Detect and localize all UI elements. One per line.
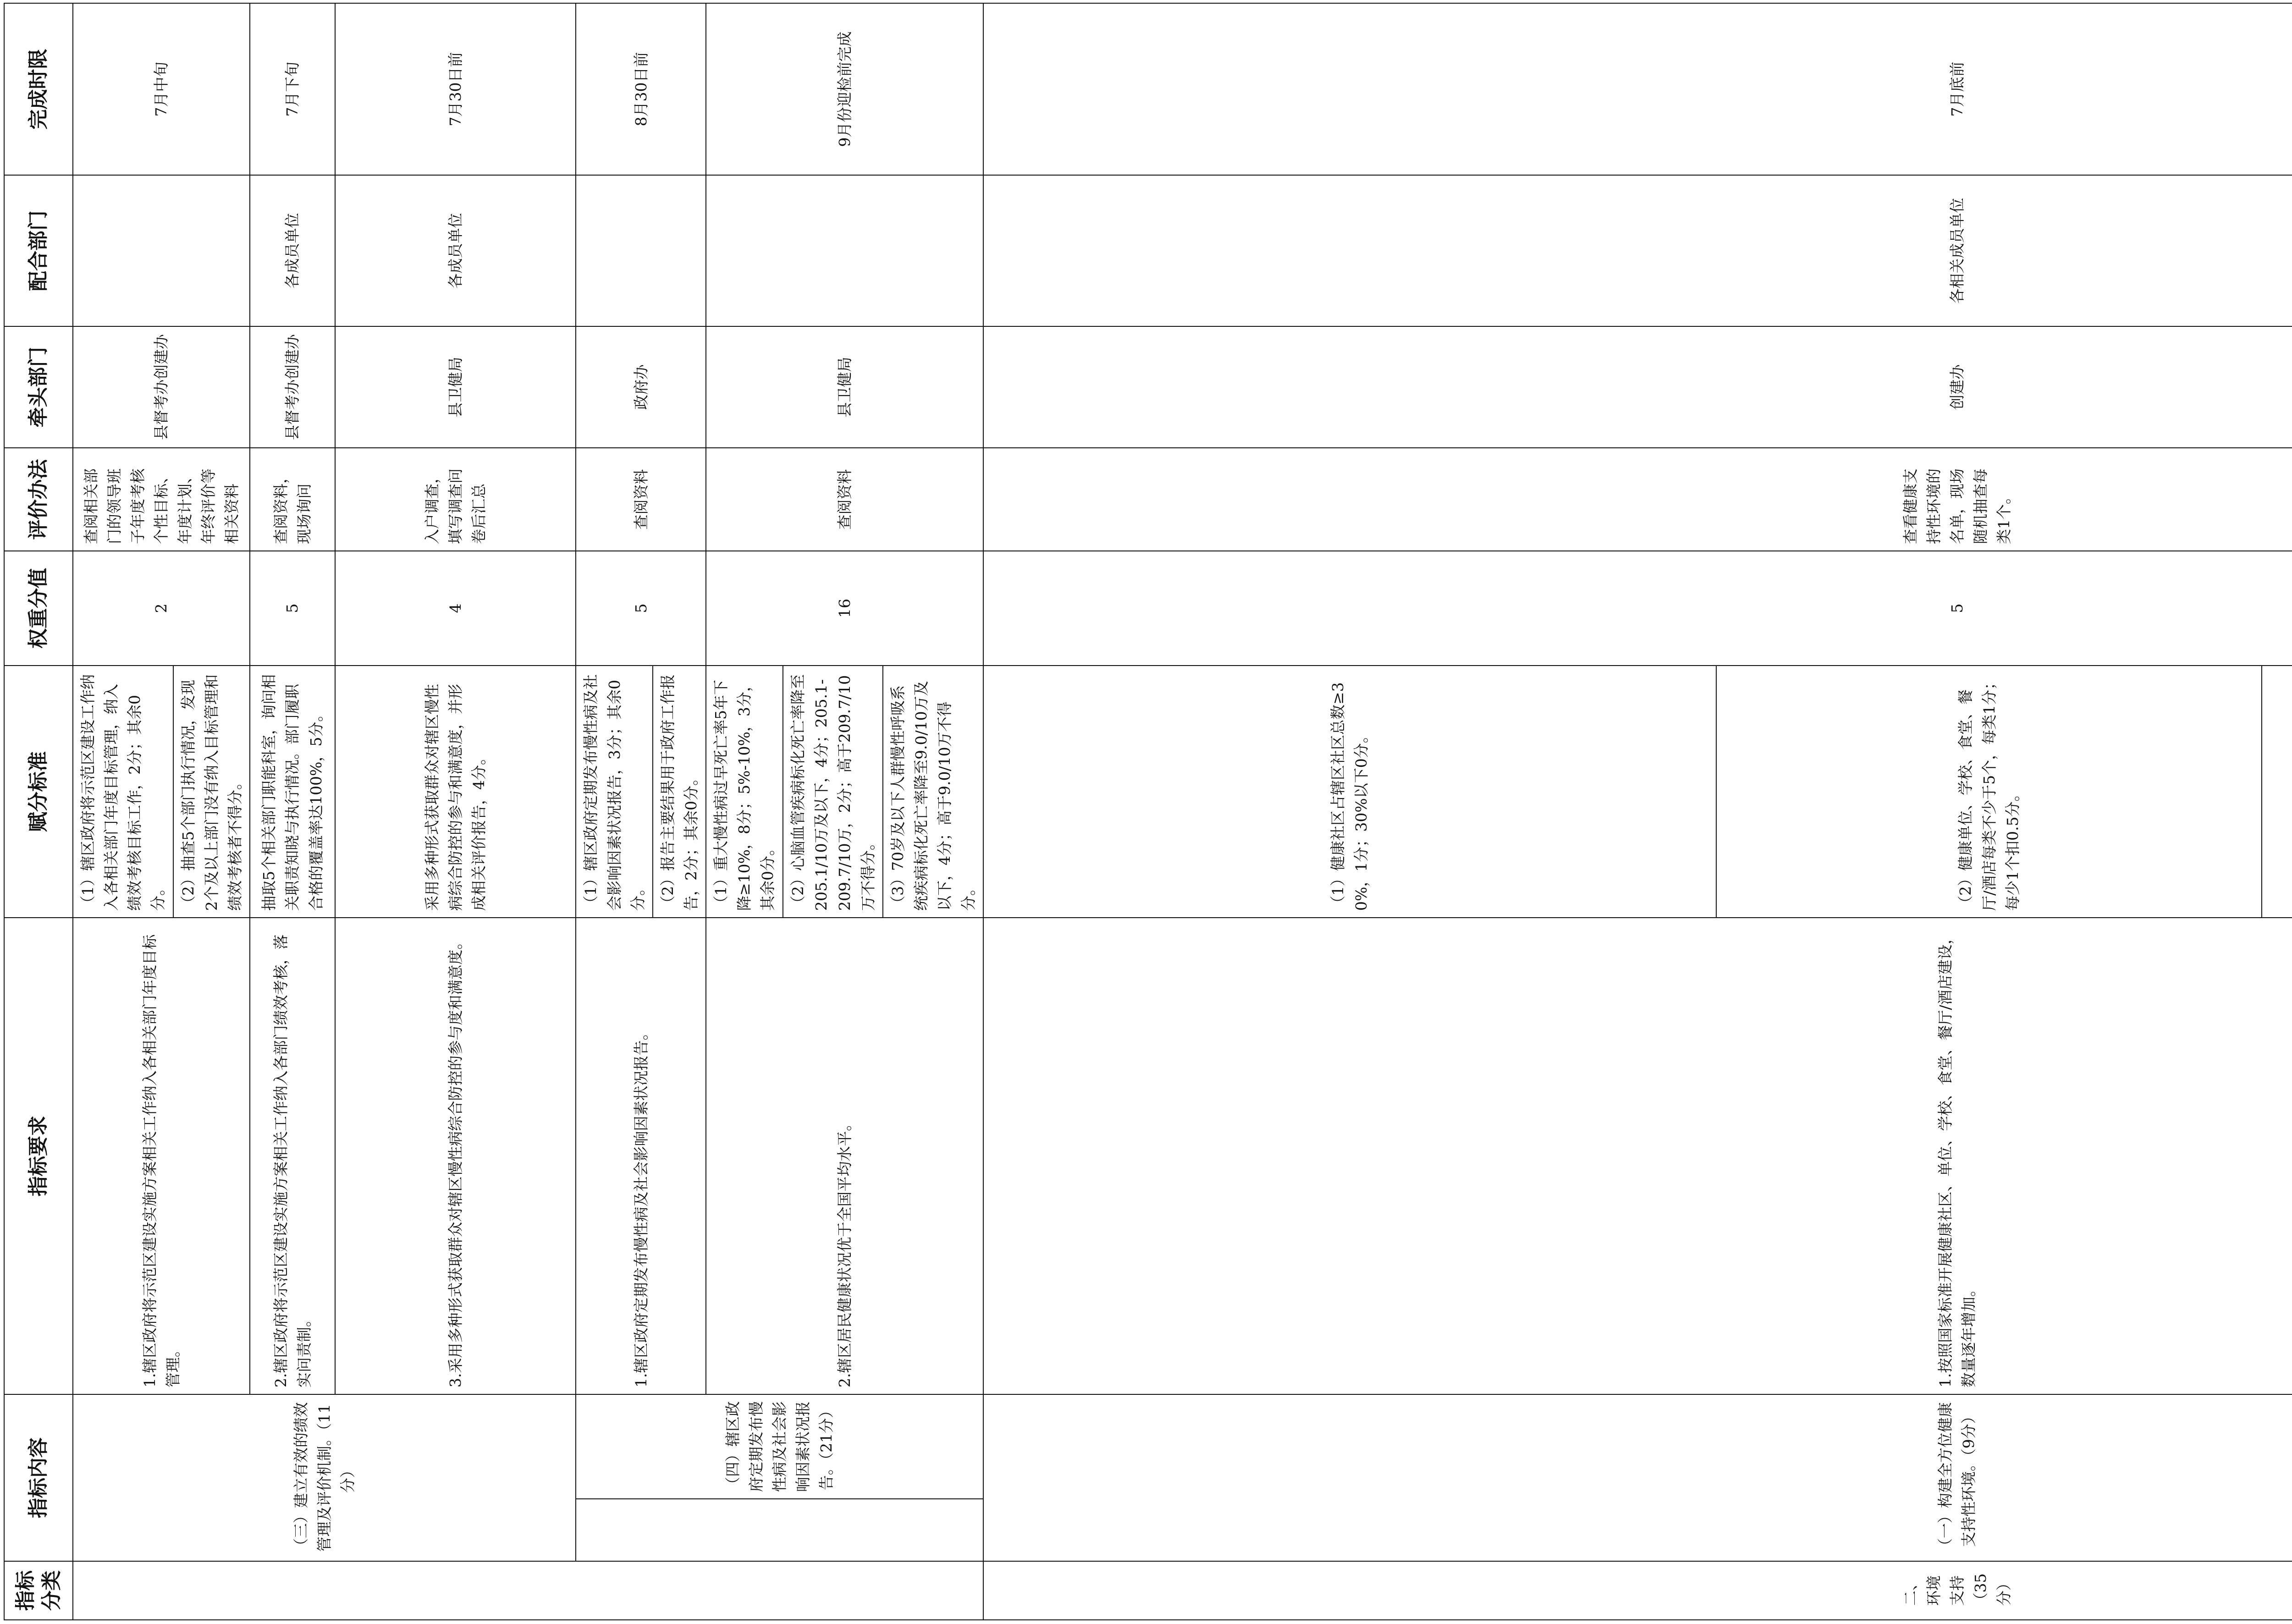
header-method: 评价办法 xyxy=(4,448,73,551)
requirement-s4-1: 1.辖区政府定期发布慢性病及社会影响因素状况报告。 xyxy=(576,918,706,1394)
weight-s4-2: 16 xyxy=(706,551,983,666)
criteria-s4-1b: （2）报告主要结果用于政府工作报告，2分；其余0分。 xyxy=(652,666,703,917)
requirement-s4-2: 2.辖区居民健康状况优于全国平均水平。 xyxy=(706,918,983,1394)
header-category: 指标分类 xyxy=(4,1561,73,1620)
method-s3-2: 查阅资料，现场询问 xyxy=(250,448,335,551)
header-lead: 牵头部门 xyxy=(4,326,73,448)
lead-s3-3: 县卫健局 xyxy=(335,326,576,448)
method-s3-3: 入户调查，填写调查问卷后汇总 xyxy=(335,448,576,551)
deadline-s3-1: 7月中旬 xyxy=(73,3,250,175)
table-row xyxy=(576,3,706,1620)
weight-s3-2: 5 xyxy=(250,551,335,666)
deadline-s3-2: 7月下旬 xyxy=(250,3,335,175)
criteria-s3-1a: （1）辖区政府将示范区建设工作纳入各相关部门年度目标管理，纳入绩效考核目标工作，2分；其余0分。 xyxy=(73,666,173,918)
content-s3: （三）建立有效的绩效管理及评价机制。（11分） xyxy=(73,1394,576,1561)
partner-s4-1 xyxy=(576,175,706,326)
method-s4-1: 查阅资料 xyxy=(576,448,706,551)
lead-s3-2: 县督考办创建办 xyxy=(250,326,335,448)
evaluation-table xyxy=(4,3,2292,1620)
lead-s4-1: 政府办 xyxy=(576,326,706,448)
partner-s4-2 xyxy=(706,175,983,326)
category-e1: 二、环境支持（35分） xyxy=(983,1561,2292,1620)
partner-s3-1 xyxy=(73,175,250,326)
deadline-s3-3: 7月30日前 xyxy=(335,3,576,175)
deadline-s4-2: 9月份迎检前完成 xyxy=(706,3,983,175)
partner-s3-3: 各成员单位 xyxy=(335,175,576,326)
requirement-s3-1: 1.辖区政府将示范区建设实施方案相关工作纳入各相关部门年度目标管理。 xyxy=(73,918,250,1394)
partner-s3-2: 各成员单位 xyxy=(250,175,335,326)
criteria-s3-2: 抽取5个相关部门职能科室，询问相关职责知晓与执行情况。部门履职合格的覆盖率达100%，5分。 xyxy=(250,666,335,918)
criteria-e1-1: （1）健康社区占辖区社区总数≥30%，1分；30%以下0分。 xyxy=(983,666,1716,918)
header-row xyxy=(4,3,73,1620)
partner-e1: 各相关成员单位 xyxy=(983,175,2292,326)
requirement-s3-3: 3.采用多种形式获取群众对辖区慢性病综合防控的参与度和满意度。 xyxy=(335,918,576,1394)
criteria-e1-2: （2）健康单位、学校、食堂、餐厅/酒店每类不少于5个，每类1分；每少1个扣0.5分。 xyxy=(1716,666,2262,918)
category-cell-empty xyxy=(73,1561,983,1620)
requirement-s3-2: 2.辖区政府将示范区建设实施方案相关工作纳入各部门绩效考核，落实问责制。 xyxy=(250,918,335,1394)
table-row xyxy=(335,3,576,1620)
weight-s3-3: 4 xyxy=(335,551,576,666)
content-s4-spacer xyxy=(576,1499,983,1561)
deadline-s4-1: 8月30日前 xyxy=(576,3,706,175)
deadline-e1: 7月底前 xyxy=(983,3,2292,175)
table-row xyxy=(73,3,173,1620)
weight-e1: 5 xyxy=(983,551,2292,666)
lead-s4-2: 县卫健局 xyxy=(706,326,983,448)
criteria-s3-1b: （2）抽查5个部门执行情况，发现2个及以上部门没有纳入目标管理和绩效考核者不得分。 xyxy=(173,666,250,918)
header-partner: 配合部门 xyxy=(4,175,73,326)
criteria-s3-3: 采用多种形式获取群众对辖区慢性病综合防控的参与和满意度，并形成相关评价报告，4分。 xyxy=(335,666,576,918)
method-s4-2: 查阅资料 xyxy=(706,448,983,551)
criteria-s4-2 xyxy=(706,666,983,918)
criteria-s4-2c: （3）70岁及以下人群慢性呼吸系统疾病标化死亡率降至9.0/10万及以下，4分；高于9.0/10万不得分。 xyxy=(882,666,980,917)
criteria-s4-2a: （1）重大慢性病过早死亡率5年下降≥10%，8分；5%-10%，3分，其余0分。 xyxy=(712,677,777,911)
method-e1: 查看健康支持性环境的名单，现场随机抽查每类1个。 xyxy=(983,448,2292,551)
table-row xyxy=(706,3,983,1620)
criteria-s4-2b: （2）心脑血管疾病标化死亡率降至205.1/10万及以下，4分；205.1-209.7/10万，2分；高于209.7/10万不得分。 xyxy=(782,666,883,917)
criteria-s4-1 xyxy=(576,666,706,918)
table-row xyxy=(250,3,335,1620)
header-criteria: 赋分标准 xyxy=(4,666,73,918)
requirement-e1: 1.按照国家标准开展健康社区、单位、学校、食堂、餐厅/酒店建设，数量逐年增加。 xyxy=(983,918,2292,1394)
header-weight: 权重分值 xyxy=(4,551,73,666)
table-row xyxy=(983,3,1716,1620)
weight-s4-1: 5 xyxy=(576,551,706,666)
criteria-e1-3 xyxy=(2262,666,2292,918)
criteria-s4-1a: （1）辖区政府定期发布慢性病及社会影响因素状况报告，3分；其余0分。 xyxy=(582,674,647,911)
weight-s3-1: 2 xyxy=(73,551,250,666)
content-e1: （一）构建全方位健康支持性环境。（9分） xyxy=(983,1394,2292,1561)
header-deadline: 完成时限 xyxy=(4,3,73,175)
lead-s3-1: 县督考办创建办 xyxy=(73,326,250,448)
lead-e1: 创建办 xyxy=(983,326,2292,448)
header-content: 指标内容 xyxy=(4,1394,73,1561)
header-requirement: 指标要求 xyxy=(4,918,73,1394)
content-s4: （四）辖区政府定期发布慢性病及社会影响因素状况报告。（21分） xyxy=(576,1394,983,1499)
method-s3-1: 查阅相关部门的领导班子年度考核个性目标、年度计划、年终评价等相关资料 xyxy=(73,448,250,551)
